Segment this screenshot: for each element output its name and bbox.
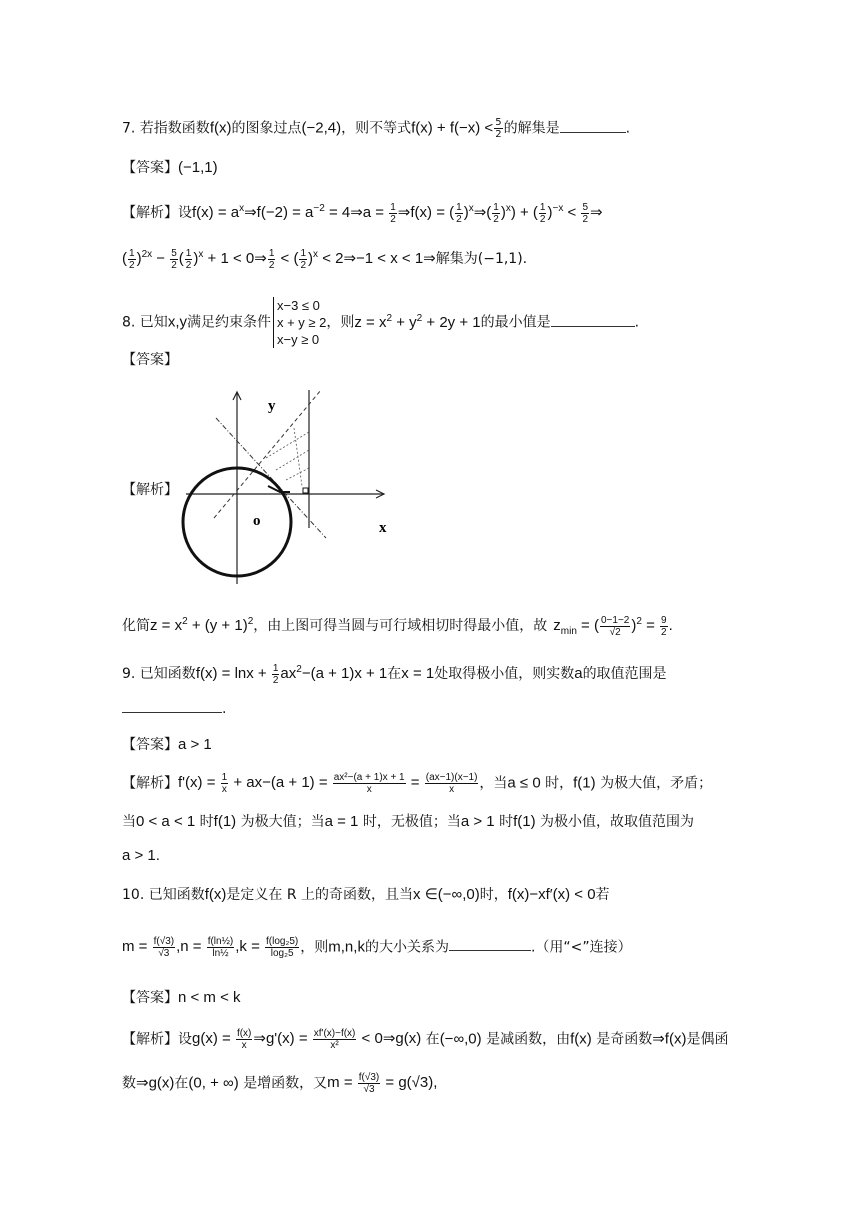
y-label: y [268,398,276,414]
q7-inequality: f(x) + f(−x) < [411,119,494,137]
q10-answer [122,988,241,1008]
q7-fx: f(x) [209,119,232,137]
e10-m: m = $\frac{f(√3)}{√3}$ = g(√3), [327,1072,438,1095]
e10-l2g: ⇒g(x) [136,1074,175,1092]
e10-l1a: 设 [178,1031,192,1048]
e10-l1d: 是奇函数 [591,1031,653,1048]
q7-point: (−2,4) [301,119,342,137]
answer-label: 【答案】 [122,737,178,753]
q7-tail: . [625,120,631,137]
explanation-label: 【解析】 [122,775,178,792]
q8-blank [551,312,635,327]
q8-explanation-label [122,480,178,500]
q10-stem-line-1 [122,885,610,905]
q9-explanation-line-1 [122,772,712,795]
q7-blank [560,118,626,133]
q7-answer [122,158,218,178]
origin-label: o [253,513,261,529]
q8-constraints: x−3 ≤ 0 x + y ≥ 2 x−y ≥ 0 [273,297,326,348]
q8-answer [122,350,178,370]
q8-explanation-summary [122,612,673,642]
e8-zmin: $z_{min}$ = ( $\frac{0-1-2}{√2}$ )$^2$ = $\frac{9}{2}$ . [553,614,673,638]
e10-l2b: 在 [174,1075,189,1092]
q7-explanation-line-2 [122,245,527,271]
e9-l2f: 为极小值，故取值范围为 [535,814,695,830]
q10-text-c: 时， [479,887,508,903]
e9-l2b: 时 [195,814,214,830]
q8-text-b: 满足约束条件 [186,314,271,331]
e9-c4: a > 1 [460,813,495,830]
q9-answer [122,735,212,755]
q9-text-d: 的取值范围是 [582,666,667,682]
explanation-label: 【解析】 [122,1031,178,1048]
q7-text-b: 的图象过点 [231,120,302,137]
e7-l1a: 设 [178,205,192,221]
e8-text-b: ，由上图可得当圆与可行域相切时得最小值，故 [253,618,548,634]
hatch-line-3 [286,468,309,480]
e9-l2c: 为极大值；当 [236,814,325,830]
e10-dom: (−∞,0) [439,1030,482,1048]
q10-stem-line-2 [122,936,632,959]
e10-l1e: 是偶函 [686,1031,729,1048]
tangent-point-marker [303,488,308,493]
q9-explanation-line-3 [122,846,160,866]
q7-text-d: 的解集是 [503,120,560,137]
q10-condition: f(x)−xf′(x) < 0 [507,886,596,903]
q8-xy: x,y [167,313,187,331]
q7-text-a: 7. 若指数函数 [122,120,210,137]
e9-c3: a = 1 [324,813,359,830]
q10-fx: f(x) [204,886,227,903]
e9-f1c: f(1) [513,813,536,830]
q9-tail: . [222,701,227,717]
explanation-label: 【解析】 [122,205,178,221]
q10-mnk: m,n,k [328,938,365,956]
q7-explanation-line-1 [122,199,603,225]
q10-text-e: ，则 [300,939,329,956]
q10-text-g: .（用“<”连接） [530,939,632,956]
q8-objective: $z = x^2 + y^2 + 2y + 1$ [354,312,481,331]
q7-text-c: ，则不等式 [341,120,412,137]
e7-math-1: $f(x) = a^x\Rightarrow f(-2) = a^{-2}$ = 4⇒a = $\frac{1}{2}$ ⇒f(x) = ( $\frac{1}{2}$ )$^x$⇒( $\frac{1}{2}$ )$^x$) + ( $\frac{1}{2}$ )$^{-x}$ < $\frac{5}{2}$ ⇒ [192,201,603,225]
q9-text-b: 在 [387,666,402,682]
q8-text-d: 的最小值是 [480,314,551,331]
e9-c2: 0 < a < 1 [136,813,196,830]
answer-label: 【答案】 [122,352,178,368]
x-label: x [379,520,387,536]
e8-simplified: $z = x^2 + (y + 1)^2$ [150,616,254,634]
q10-text-b: 是定义在 R 上的奇函数，且当 [226,887,414,903]
e10-l2c: 是增函数，又 [238,1075,328,1092]
e9-l2e: 时 [494,814,514,830]
feasible-region-diagram [176,388,398,588]
q7-fraction: $\frac{5}{2}$ [495,117,502,140]
q10-text-d: 若 [595,887,610,903]
q9-function: f(x) = lnx + $\frac{1}{2}$ $ax^2-(a + 1)x + 1$ [195,662,388,686]
q10-blank [449,936,531,951]
q10-explanation-line-1 [122,1028,728,1051]
hatch-line-2 [276,450,309,470]
q10-mnk-defs: m = $\frac{f(√3)}{√3}$ ,n = $\frac{\text{f(ln½)}}{\text{ln½}}$ ,k = $\frac{\text{f(log₂5)}}{\text{log₂5}}$ [122,936,299,959]
q9-explanation-line-2 [122,812,694,832]
e9-f1: f(1) [573,774,596,792]
answer-label: 【答案】 [122,160,178,176]
q10-text-a: 10. 已知函数 [122,887,205,903]
e9-t3: 为极大值，矛盾； [595,775,713,792]
q9-text-a: 9. 已知函数 [122,666,196,682]
e8-text-a: 化简 [122,618,150,634]
answer-label: 【答案】 [122,990,178,1006]
e9-l2a: 当 [122,814,136,830]
e9-t2: 时， [540,775,574,792]
q8-text-c: ，则 [326,314,355,331]
e9-t1: ，当 [479,775,508,792]
q10-domain: x ∈(−∞,0) [413,886,480,903]
e9-c1: a ≤ 0 [507,774,541,792]
e9-l2d: 时，无极值；当 [358,814,461,830]
e10-l1c: 是减函数，由 [481,1031,571,1048]
explanation-label: 【解析】 [122,482,178,498]
q9-blank-line [122,698,226,719]
q9-a: a [574,665,583,682]
q7-answer-value: (−1,1) [178,159,218,176]
e7-math-2: ( $\frac{1}{2}$ )$^{2x}$ − $\frac{5}{2}$ ( $\frac{1}{2}$ )$^x$ + 1 < 0⇒ $\frac{1}{2}$ < ( $\frac{1}{2}$ )$^x$ < 2⇒−1 < x < 1⇒ [122,247,436,271]
e9-l3: a > 1. [122,847,160,864]
e10-imp: ⇒f(x) [652,1030,687,1048]
q7-stem [122,117,630,140]
e10-dom2: (0, + ∞) [188,1074,239,1092]
q8-tail: . [634,314,640,331]
e9-f1b: f(1) [213,813,237,830]
q9-blank [122,698,222,713]
e10-l1b: 在 [421,1031,440,1048]
q9-stem [122,660,667,686]
q9-text-c: 处取得极小值，则实数 [434,666,575,682]
q9-x1: x = 1 [401,665,435,682]
q8-text-a: 8. 已知 [122,314,168,331]
q10-text-f: 的大小关系为 [364,939,449,956]
q9-answer-value: a > 1 [178,736,212,753]
e10-fx: f(x) [570,1030,592,1048]
q10-explanation-line-2 [122,1072,437,1095]
e9-derivative: f'(x) = $\frac{1}{x}$ + ax−(a + 1) = $\frac{\text{ax²−(a + 1)x + 1}}{x}$ = $\frac{(ax-1)(x-1)}{x}$ [178,772,478,795]
e10-gx: g(x) = $\frac{f(x)}{x}$ ⇒g'(x) = $\frac{xf'(x)-f(x)}{\text{x²}}$ < 0⇒g(x) [192,1028,422,1051]
q10-answer-value: n < m < k [178,989,241,1006]
q8-stem [122,297,639,348]
e10-l2a: 数 [122,1075,136,1092]
e7-solution-set: 解集为(−1,1). [435,251,528,267]
hatch-line-1 [266,432,309,458]
